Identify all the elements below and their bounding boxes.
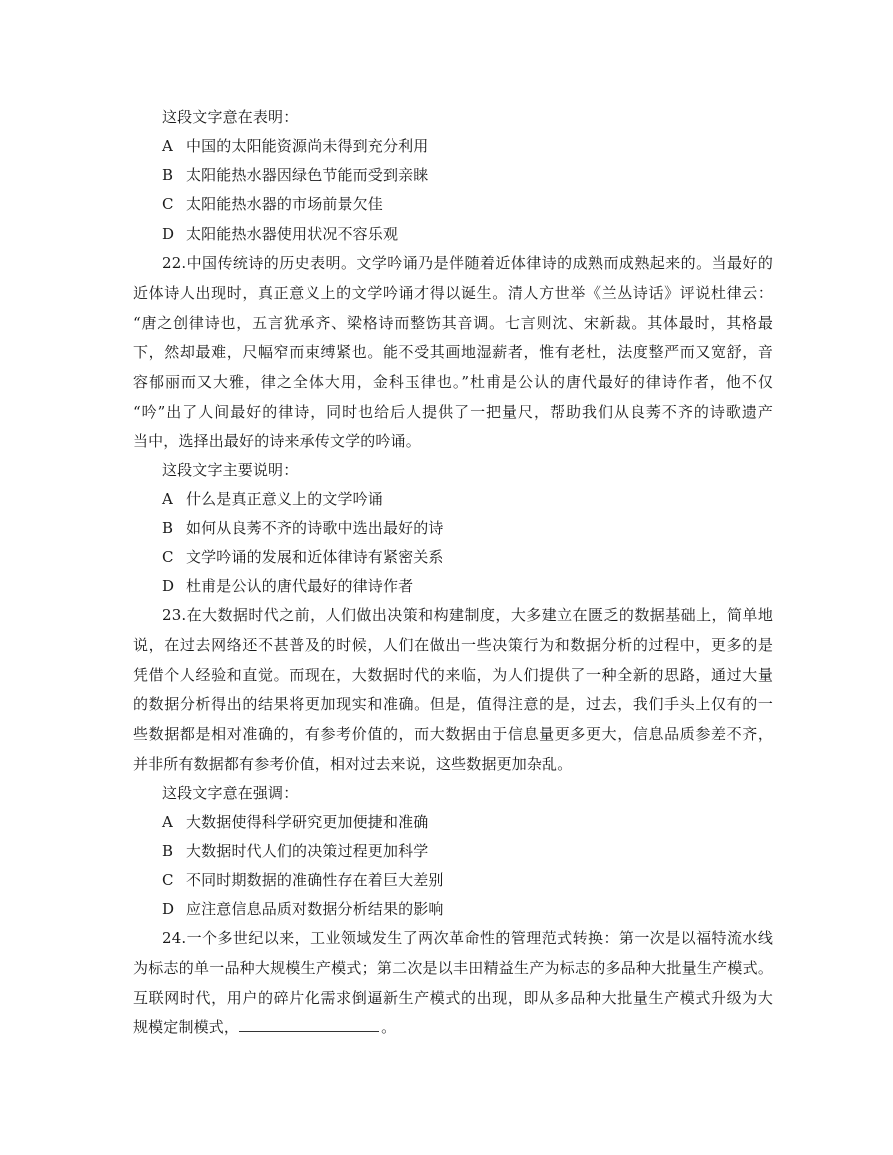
q21-option-b[interactable]	[162, 165, 762, 185]
option-text: 太阳能热水器的市场前景欠佳	[186, 195, 383, 213]
q23-option-c[interactable]	[162, 870, 762, 890]
q22-option-d[interactable]	[162, 576, 762, 596]
option-text: 文学吟诵的发展和近体律诗有紧密关系	[186, 548, 444, 566]
q22-text-line: 近体诗人出现时，真正意义上的文学吟诵才得以诞生。清人方世举《兰丛诗话》评说杜律云：	[133, 284, 773, 302]
option-letter: C	[162, 871, 174, 889]
option-letter: A	[162, 813, 173, 831]
q23-option-a[interactable]	[162, 812, 762, 832]
option-letter: D	[162, 577, 175, 595]
option-text: 不同时期数据的准确性存在着巨大差别	[186, 871, 444, 889]
q22-text-line: “吟”出了人间最好的律诗，同时也给后人提供了一把量尺，帮助我们从良莠不齐的诗歌遗产	[133, 403, 773, 421]
option-letter: C	[162, 195, 174, 213]
q24-text-line: 为标志的单一品种大规模生产模式；第二次是以丰田精益生产为标志的多品种大批量生产模式。	[133, 959, 773, 977]
fill-in-blank[interactable]	[239, 1017, 379, 1032]
option-letter: B	[162, 842, 174, 860]
option-letter: A	[162, 137, 173, 155]
option-text: 大数据使得科学研究更加便捷和准确	[186, 813, 429, 831]
q21-option-c[interactable]	[162, 194, 762, 214]
option-text: 应注意信息品质对数据分析结果的影响	[186, 900, 444, 918]
q21-option-d[interactable]	[162, 224, 762, 244]
option-text: 什么是真正意义上的文学吟诵	[186, 490, 383, 508]
q21-option-a[interactable]	[162, 136, 762, 156]
q22-text-line: 22.中国传统诗的历史表明。文学吟诵乃是伴随着近体律诗的成熟而成熟起来的。当最好的	[162, 254, 773, 272]
q22-text-line: 当中，选择出最好的诗来承传文学的吟诵。	[133, 432, 421, 450]
option-letter: D	[162, 900, 175, 918]
option-text: 太阳能热水器因绿色节能而受到亲睐	[186, 166, 429, 184]
option-letter: D	[162, 225, 175, 243]
q23-text-line: 并非所有数据都有参考价值，相对过去来说，这些数据更加杂乱。	[133, 755, 573, 773]
option-letter: B	[162, 519, 174, 537]
q24-text-line: 互联网时代，用户的碎片化需求倒逼新生产模式的出现，即从多品种大批量生产模式升级为大	[133, 989, 773, 1007]
q22-text-line: “唐之创律诗也，五言犹承齐、梁格诗而整饬其音调。七言则沈、宋新裁。其体最时，其格最	[133, 314, 773, 332]
q23-text-line: 凭借个人经验和直觉。而现在，大数据时代的来临，为人们提供了一种全新的思路，通过大量	[133, 666, 773, 684]
option-letter: B	[162, 166, 174, 184]
q22-option-c[interactable]	[162, 547, 762, 567]
option-letter: C	[162, 548, 174, 566]
q23-text-line: 23.在大数据时代之前，人们做出决策和构建制度，大多建立在匮乏的数据基础上，简单地	[162, 606, 773, 624]
q23-option-d[interactable]	[162, 899, 762, 919]
q23-text-line: 的数据分析得出的结果将更加现实和准确。但是，值得注意的是，过去，我们手头上仅有的一	[133, 695, 773, 713]
q22-text-line: 下，然却最难，尺幅窄而束缚紧也。能不受其画地湿薪者，惟有老杜，法度整严而又宽舒，音	[133, 343, 773, 361]
q22-option-b[interactable]	[162, 518, 762, 538]
q24-text-line: 24.一个多世纪以来，工业领域发生了两次革命性的管理范式转换：第一次是以福特流水线	[162, 929, 773, 947]
q22-option-a[interactable]	[162, 489, 762, 509]
q22-text-line: 容郁丽而又大雅，律之全体大用，金科玉律也。”杜甫是公认的唐代最好的律诗作者，他不仅	[133, 373, 773, 391]
q22-prompt: 这段文字主要说明：	[162, 461, 299, 479]
option-text: 大数据时代人们的决策过程更加科学	[186, 842, 429, 860]
option-text: 太阳能热水器使用状况不容乐观	[186, 225, 399, 243]
option-text: 中国的太阳能资源尚未得到充分利用	[186, 137, 429, 155]
option-text: 如何从良莠不齐的诗歌中选出最好的诗	[186, 519, 444, 537]
q24-last-text: 规模定制模式，	[133, 1018, 240, 1036]
q23-text-line: 些数据都是相对准确的，有参考价值的，而大数据由于信息量更多更大，信息品质参差不齐，	[133, 725, 773, 743]
option-text: 杜甫是公认的唐代最好的律诗作者	[186, 577, 414, 595]
q23-option-b[interactable]	[162, 841, 762, 861]
q21-prompt: 这段文字意在表明：	[162, 108, 299, 126]
q23-prompt: 这段文字意在强调：	[162, 784, 299, 802]
q24-text-line-last	[133, 1017, 773, 1037]
q23-text-line: 说，在过去网络还不甚普及的时候，人们在做出一些决策行为和数据分析的过程中，更多的是	[133, 636, 773, 654]
option-letter: A	[162, 490, 173, 508]
q24-period: 。	[381, 1018, 397, 1036]
